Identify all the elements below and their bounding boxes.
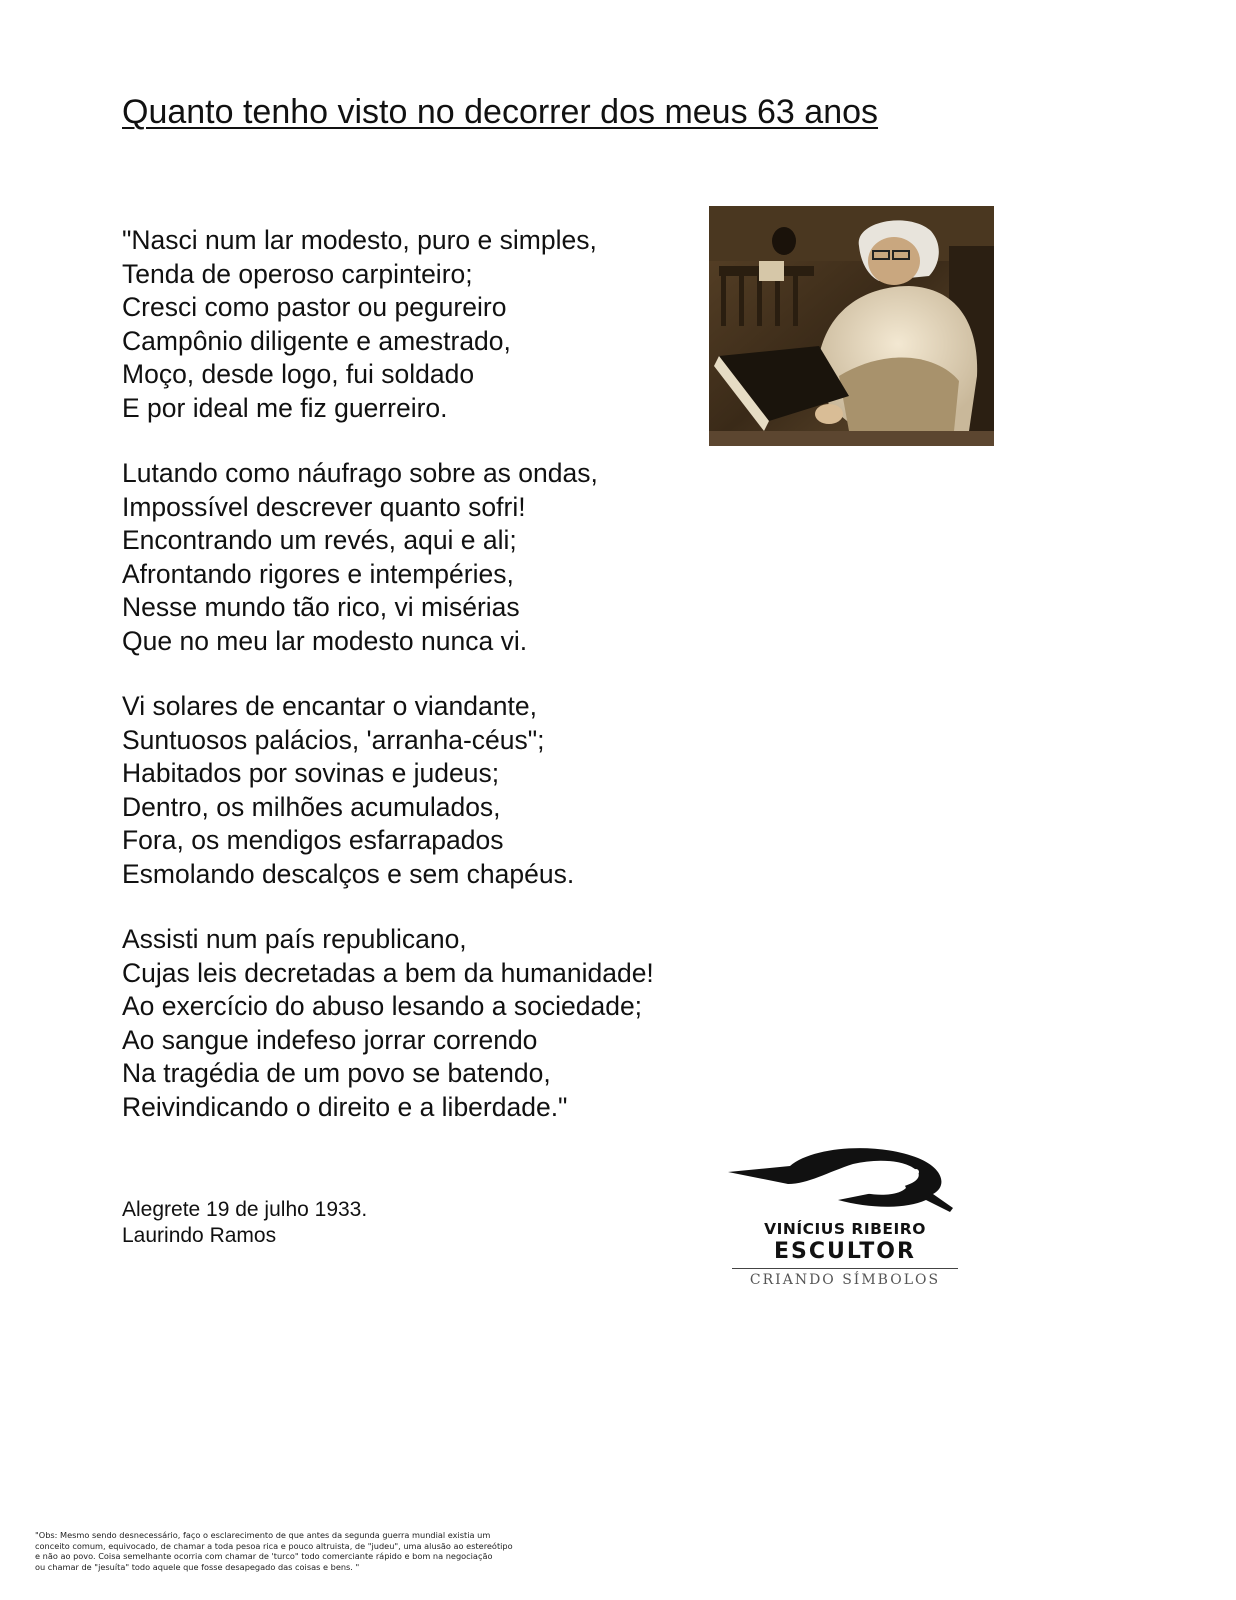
logo-divider	[732, 1268, 958, 1269]
author-name: Laurindo Ramos	[122, 1224, 277, 1247]
poem-line: "Nasci num lar modesto, puro e simples,	[122, 225, 597, 255]
poem-stanza-1	[122, 224, 597, 425]
poem-line: Na tragédia de um povo se batendo,	[122, 1058, 551, 1088]
poem-line: Habitados por sovinas e judeus;	[122, 758, 500, 788]
poem-line: Suntuosos palácios, 'arranha-céus";	[122, 724, 545, 755]
author-photo	[709, 206, 994, 446]
poem-line: Ao exercício do abuso lesando a sociedade;	[122, 991, 643, 1021]
footnote-line: e não ao povo. Coisa semelhante ocorria com chamar de 'turco" todo comerciante rápido e bom na negociação	[35, 1551, 493, 1562]
logo-tagline: CRIANDO SÍMBOLOS	[749, 1272, 941, 1288]
poem-line: Ao sangue indefeso jorrar correndo	[122, 1024, 538, 1055]
signature	[122, 1197, 367, 1249]
logo-name: VINÍCIUS RIBEIRO	[764, 1220, 926, 1238]
poem-line: Assisti num país republicano,	[122, 924, 467, 954]
poem-line: Reivindicando o direito e a liberdade."	[122, 1091, 568, 1122]
poem-line: Moço, desde logo, fui soldado	[122, 359, 475, 389]
poem-stanza-3	[122, 690, 574, 891]
poem-line: Cresci como pastor ou pegureiro	[122, 292, 507, 322]
footnote-line: ou chamar de "jesuíta" todo aquele que fosse desapegado das coisas e bens. "	[35, 1561, 360, 1572]
poem-line: Fora, os mendigos esfarrapados	[122, 825, 504, 855]
bird-logo-icon	[728, 1148, 958, 1220]
place-date: Alegrete 19 de julho 1933.	[122, 1198, 368, 1221]
poem-stanza-2	[122, 457, 598, 658]
poem-line: Tenda de operoso carpinteiro;	[122, 258, 473, 289]
poem-line: Dentro, os milhões acumulados,	[122, 791, 501, 822]
page-title: Quanto tenho visto no decorrer dos meus 63 anos	[122, 93, 879, 131]
poem-line: Campônio diligente e amestrado,	[122, 325, 511, 356]
poem-line: Vi solares de encantar o viandante,	[122, 691, 537, 721]
poem-line: Cujas leis decretadas a bem da humanidade!	[122, 957, 654, 988]
poem-line: E por ideal me fiz guerreiro.	[122, 392, 448, 423]
sculptor-logo	[728, 1148, 958, 1288]
footnote	[35, 1530, 635, 1572]
poem-line: Que no meu lar modesto nunca vi.	[122, 625, 528, 656]
poem-line: Impossível descrever quanto sofri!	[122, 491, 526, 522]
footnote-line: "Obs: Mesmo sendo desnecessário, faço o esclarecimento de que antes da segunda guerra mundial existia um	[35, 1530, 491, 1540]
poem-line: Nesse mundo tão rico, vi misérias	[122, 592, 520, 622]
poem-line: Lutando como náufrago sobre as ondas,	[122, 458, 598, 488]
footnote-line: conceito comum, equivocado, de chamar a toda pesoa rica e pouco altruista, de "judeu", uma alusão ao estereótipo	[35, 1540, 513, 1551]
logo-role: ESCULTOR	[774, 1239, 916, 1264]
poem-line: Encontrando um revés, aqui e ali;	[122, 525, 517, 555]
poem-line: Afrontando rigores e intempéries,	[122, 558, 514, 589]
poem-stanza-4	[122, 923, 654, 1124]
poem-line: Esmolando descalços e sem chapéus.	[122, 858, 575, 889]
